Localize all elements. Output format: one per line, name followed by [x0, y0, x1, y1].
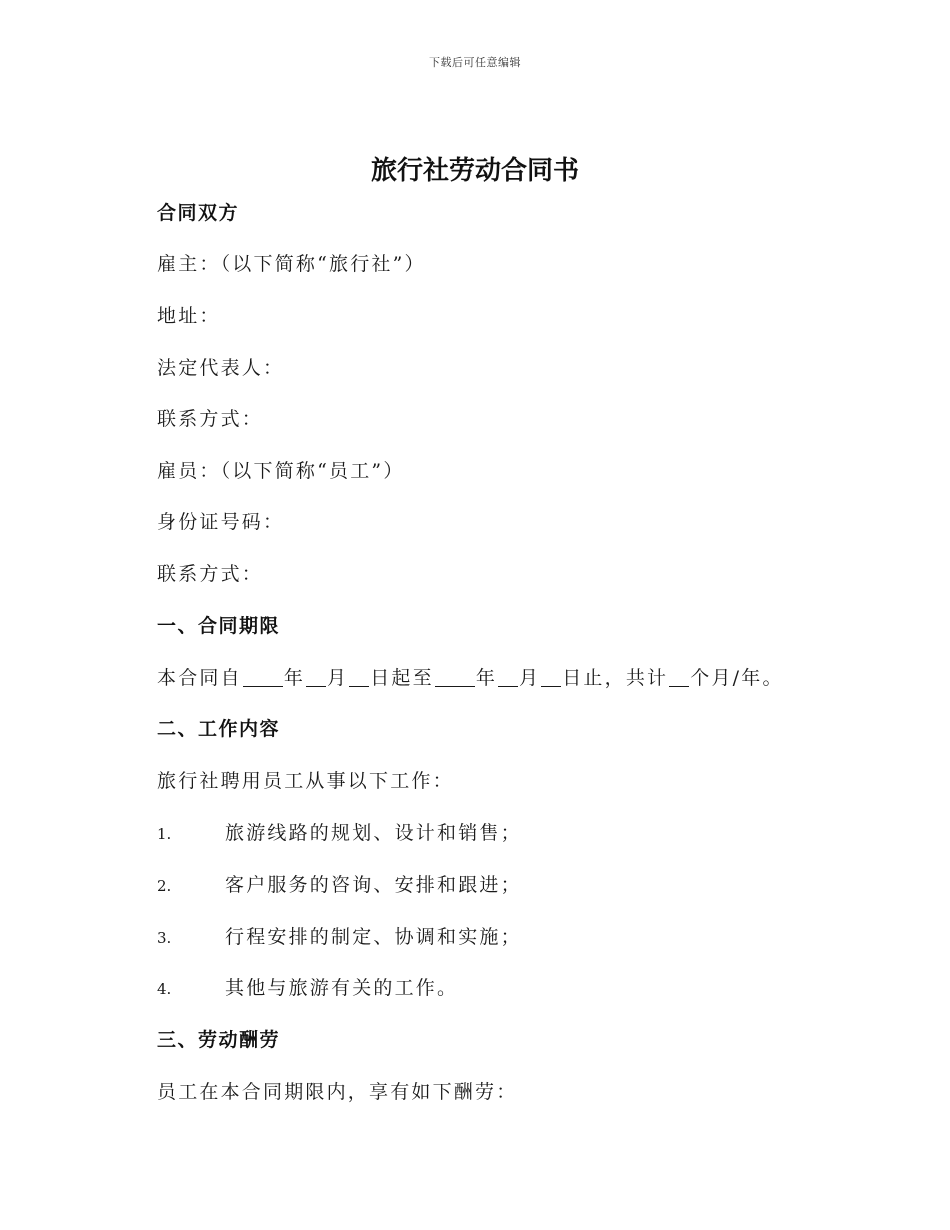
term-text-day-to: 日起至	[370, 667, 434, 689]
employer-contact-line: 联系方式：	[157, 408, 264, 430]
section-heading-pay: 三、劳动酬劳	[157, 1029, 281, 1051]
term-sentence	[157, 663, 784, 690]
end-year-blank	[435, 668, 475, 687]
id-number-line: 身份证号码：	[157, 511, 285, 533]
list-item-text: 旅游线路的规划、设计和销售；	[225, 822, 522, 844]
list-item	[157, 922, 522, 949]
end-month-blank	[498, 668, 518, 687]
term-text-end-day-total: 日止，共计	[562, 667, 669, 689]
section-heading-term: 一、合同期限	[157, 615, 281, 637]
pay-intro: 员工在本合同期限内，享有如下酬劳：	[157, 1081, 518, 1103]
start-day-blank	[349, 668, 369, 687]
start-month-blank	[306, 668, 326, 687]
list-item	[157, 973, 458, 1000]
address-line: 地址：	[157, 305, 221, 327]
duration-blank	[669, 668, 689, 687]
list-item-text: 行程安排的制定、协调和实施；	[225, 926, 522, 948]
work-intro: 旅行社聘用员工从事以下工作：	[157, 770, 454, 792]
employer-line: 雇主：（以下简称“旅行社”）	[157, 253, 426, 275]
term-text-start: 本合同自	[157, 667, 242, 689]
employee-contact-line: 联系方式：	[157, 563, 264, 585]
term-text-unit: 个月/年。	[690, 667, 784, 689]
legal-rep-line: 法定代表人：	[157, 357, 285, 379]
start-year-blank	[243, 668, 283, 687]
end-day-blank	[541, 668, 561, 687]
list-item-number: 4.	[157, 980, 172, 998]
section-heading-parties: 合同双方	[157, 202, 240, 224]
term-text-month: 月	[327, 667, 349, 689]
header-note: 下载后可任意编辑	[429, 56, 521, 69]
list-item-text: 客户服务的咨询、安排和跟进；	[225, 874, 522, 896]
list-item	[157, 870, 522, 897]
list-item-number: 2.	[157, 877, 172, 895]
list-item-number: 1.	[157, 825, 172, 843]
employee-line: 雇员：（以下简称“员工”）	[157, 460, 405, 482]
term-text-end-month: 月	[519, 667, 541, 689]
document-title: 旅行社劳动合同书	[370, 156, 579, 186]
list-item-text: 其他与旅游有关的工作。	[225, 977, 459, 999]
section-heading-work: 二、工作内容	[157, 718, 281, 740]
term-text-end-year: 年	[475, 667, 498, 689]
list-item	[157, 818, 522, 845]
term-text-year: 年	[283, 667, 306, 689]
list-item-number: 3.	[157, 929, 172, 947]
